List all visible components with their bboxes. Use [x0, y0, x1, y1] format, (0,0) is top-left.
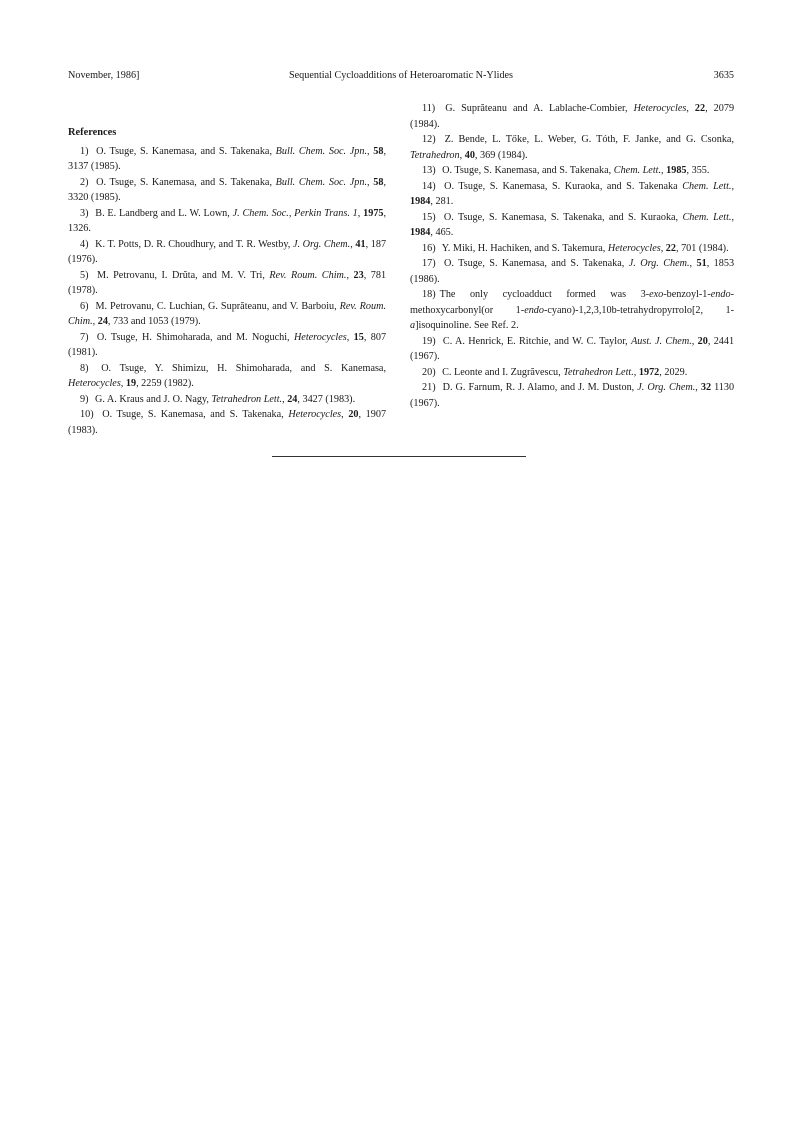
reference-volume: 1972 — [638, 366, 660, 378]
reference-volume: 1984 — [410, 227, 431, 238]
reference-journal: Rev. Roum. Chim. — [68, 300, 386, 327]
reference-volume: 22 — [665, 242, 676, 254]
reference-journal: Heterocycles — [607, 242, 661, 254]
reference-punctuation: , — [350, 238, 353, 250]
reference-volume: 51 — [696, 258, 707, 269]
reference-punctuation: , — [661, 165, 664, 176]
reference-authors: O. Tsuge, H. Shimoharada, and M. Noguchi, — [96, 331, 290, 343]
reference-volume: 24 — [97, 316, 108, 327]
reference-journal: Heterocycles — [293, 331, 347, 343]
reference-volume: 40 — [464, 149, 475, 161]
reference-item — [410, 334, 734, 365]
reference-pages-year: 281. — [435, 196, 454, 207]
reference-item — [68, 175, 386, 206]
reference-volume: 24 — [287, 393, 298, 405]
reference-volume: 1984 — [410, 196, 431, 207]
reference-authors: O. Tsuge, S. Kanemasa, S. Takenaka, and S. Kuraoka, — [443, 211, 679, 223]
reference-pages-year: 3427 (1983). — [302, 393, 356, 405]
references-heading: References — [68, 127, 117, 138]
reference-pages-year: 355. — [691, 165, 710, 176]
reference-number: 5) — [80, 269, 89, 281]
reference-number: 2) — [80, 176, 89, 188]
reference-item — [410, 179, 734, 210]
reference-item — [68, 206, 386, 237]
reference-punctuation: , — [430, 196, 433, 207]
reference-item — [410, 365, 734, 381]
reference-item — [68, 237, 386, 268]
reference-authors: Z. Bende, L. Tőke, L. Weber, G. Tóth, F. Janke, and G. Csonka, — [444, 134, 735, 145]
reference-pages-year: 2259 (1982). — [141, 378, 194, 389]
reference-punctuation: , — [689, 258, 693, 269]
header-title: Sequential Cycloadditions of Heteroaromatic N-Ylides — [288, 70, 514, 81]
running-head — [68, 70, 734, 84]
reference-authors: C. A. Henrick, E. Ritchie, and W. C. Taylor, — [442, 335, 628, 347]
reference-number: 16) — [422, 242, 436, 254]
reference-volume: 20 — [348, 409, 359, 420]
reference-number: 10) — [80, 409, 94, 420]
reference-volume: 1975 — [363, 207, 384, 219]
reference-pages-year: 187 (1976). — [68, 238, 387, 265]
reference-pages-year: 1326. — [68, 223, 91, 234]
reference-pages-year: 2029. — [664, 366, 688, 378]
reference-number: 12) — [422, 134, 436, 145]
reference-number: 13) — [422, 165, 436, 176]
reference-punctuation: , — [346, 269, 349, 281]
reference-punctuation: , — [459, 149, 463, 161]
reference-journal: Chem. Lett. — [613, 165, 662, 176]
reference-number: 3) — [80, 207, 89, 219]
reference-pages-year: 701 (1984). — [681, 242, 729, 254]
reference-item — [68, 392, 386, 408]
reference-item — [410, 163, 734, 179]
reference-punctuation: , — [357, 207, 361, 219]
reference-authors: G. A. Kraus and J. O. Nagy, — [95, 393, 209, 405]
reference-journal: J. Org. Chem. — [628, 258, 690, 269]
reference-pages-year: 733 and 1053 (1979). — [113, 316, 201, 327]
reference-punctuation: , — [367, 145, 370, 157]
reference-number: 7) — [80, 331, 89, 343]
reference-punctuation: , — [92, 316, 96, 327]
reference-number: 19) — [422, 335, 436, 347]
reference-punctuation: , — [686, 103, 689, 114]
reference-journal: Tetrahedron — [410, 149, 460, 161]
reference-authors: O. Tsuge, Y. Shimizu, H. Shimoharada, and S. Kanemasa, — [101, 362, 386, 374]
reference-item — [68, 361, 386, 392]
reference-pages-year: 3320 (1985). — [68, 192, 121, 203]
right-column — [410, 101, 734, 411]
reference-journal: Aust. J. Chem. — [631, 335, 692, 347]
reference-volume: 23 — [353, 269, 364, 281]
reference-journal: Chem. Lett. — [682, 211, 732, 223]
reference-item — [68, 268, 386, 299]
reference-number: 14) — [422, 180, 436, 192]
reference-journal: Heterocycles — [68, 378, 121, 389]
reference-number: 17) — [422, 258, 436, 269]
reference-journal: J. Chem. Soc., Perkin Trans. 1 — [232, 207, 358, 219]
reference-authors: O. Tsuge, S. Kanemasa, S. Kuraoka, and S. Takenaka — [444, 180, 678, 192]
reference-pages-year: 465. — [435, 227, 454, 238]
reference-punctuation: , — [341, 409, 344, 420]
reference-pages-year: 2441 (1967). — [410, 335, 735, 362]
reference-journal: Bull. Chem. Soc. Jpn. — [275, 145, 368, 157]
reference-journal: Heterocycles — [288, 409, 342, 420]
reference-punctuation: , — [367, 176, 370, 188]
reference-item — [68, 407, 386, 438]
reference-journal: Chem. Lett. — [682, 180, 732, 192]
reference-punctuation: , — [120, 378, 124, 389]
reference-authors: O. Tsuge, S. Kanemasa, and S. Takenaka, — [96, 176, 272, 188]
reference-item — [410, 132, 734, 163]
reference-punctuation: , — [383, 207, 387, 219]
reference-punctuation: , — [675, 242, 679, 254]
reference-volume: 58 — [373, 176, 384, 188]
reference-item — [68, 330, 386, 361]
reference-item — [410, 101, 734, 132]
reference-number: 1) — [80, 145, 89, 157]
reference-punctuation: , — [363, 269, 367, 281]
header-date: November, 1986] — [68, 70, 140, 81]
reference-item — [410, 210, 734, 241]
reference-punctuation: , — [731, 180, 735, 192]
reference-journal: Tetrahedron Lett. — [563, 366, 634, 378]
reference-number: 20) — [422, 366, 436, 378]
reference-pages-year: 2079 (1984). — [410, 103, 735, 130]
reference-punctuation: , — [365, 238, 369, 250]
reference-punctuation: , — [633, 366, 637, 378]
reference-authors: K. T. Potts, D. R. Choudhury, and T. R. Westby, — [95, 238, 291, 250]
reference-punctuation: , — [430, 227, 433, 238]
reference-number: 4) — [80, 238, 89, 250]
reference-number: 8) — [80, 362, 89, 374]
reference-journal: Rev. Roum. Chim. — [269, 269, 347, 281]
reference-journal: J. Org. Chem. — [292, 238, 351, 250]
reference-punctuation: , — [686, 165, 690, 176]
reference-punctuation: , — [474, 149, 478, 161]
reference-punctuation: , — [282, 393, 285, 405]
reference-pages-year: 1907 (1983). — [68, 409, 387, 436]
reference-18: 18) The only cycloadduct formed was 3-exo-benzoyl-1-endo-methoxycarbonyl(or 1-endo-cyano)-1,2,3,10b-tetrahydropyrrolo[2, 1-a]isoquinoline. See Ref. 2. — [410, 289, 734, 331]
reference-authors: O. Tsuge, S. Kanemasa, and S. Takenaka, — [96, 145, 272, 157]
reference-authors: Y. Miki, H. Hachiken, and S. Takemura, — [441, 242, 606, 254]
reference-punctuation: , — [660, 242, 664, 254]
reference-volume: 41 — [355, 238, 366, 250]
reference-punctuation: , — [346, 331, 350, 343]
reference-punctuation: , — [107, 316, 111, 327]
left-column — [68, 125, 386, 438]
reference-punctuation: , — [358, 409, 362, 420]
reference-authors: B. E. Landberg and L. W. Lown, — [95, 207, 230, 219]
reference-volume: 32 — [700, 382, 712, 393]
reference-item — [68, 144, 386, 175]
reference-pages-year: 807 (1981). — [68, 331, 387, 358]
reference-item — [410, 256, 734, 287]
reference-number: 6) — [80, 300, 89, 312]
reference-pages-year: 1853 (1986). — [410, 258, 735, 285]
reference-volume: 19 — [125, 378, 137, 389]
reference-authors: O. Tsuge, S. Kanemasa, and S. Takenaka, — [102, 409, 284, 420]
reference-authors: D. G. Farnum, R. J. Alamo, and J. M. Duston, — [442, 382, 635, 393]
reference-punctuation: , — [706, 258, 710, 269]
reference-pages-year: 369 (1984). — [480, 149, 528, 161]
reference-journal: J. Org. Chem. — [637, 382, 696, 393]
reference-journal: Tetrahedron Lett. — [211, 393, 283, 405]
reference-item — [410, 380, 734, 411]
reference-journal: Heterocycles — [633, 103, 687, 114]
reference-authors: M. Petrovanu, I. Drŭta, and M. V. Tri, — [97, 269, 265, 281]
reference-pages-year: 3137 (1985). — [68, 161, 121, 172]
reference-punctuation: , — [297, 393, 300, 405]
reference-punctuation: , — [383, 145, 386, 157]
reference-volume: 20 — [697, 335, 708, 347]
reference-authors: O. Tsuge, S. Kanemasa, and S. Takenaka, — [444, 258, 625, 269]
reference-authors: C. Leonte and I. Zugrăvescu, — [442, 366, 561, 378]
reference-volume: 15 — [353, 331, 364, 343]
reference-authors: G. Suprăteanu and A. Lablache-Combier, — [445, 103, 628, 114]
reference-authors: M. Petrovanu, C. Luchian, G. Suprăteanu, and V. Barboiu, — [95, 300, 337, 312]
reference-punctuation: , — [707, 335, 711, 347]
reference-punctuation: , — [705, 103, 708, 114]
reference-item — [68, 299, 386, 330]
reference-number: 21) — [422, 382, 436, 393]
reference-number: 11) — [422, 103, 436, 114]
reference-volume: 58 — [373, 145, 384, 157]
reference-punctuation: , — [659, 366, 662, 378]
reference-volume: 1985 — [666, 165, 687, 176]
reference-punctuation: , — [383, 176, 386, 188]
reference-punctuation: , — [691, 335, 695, 347]
reference-pages-year: 1130 (1967). — [410, 382, 735, 409]
reference-volume: 22 — [694, 103, 706, 114]
reference-punctuation: , — [136, 378, 139, 389]
page-number: 3635 — [713, 70, 734, 81]
reference-punctuation: , — [363, 331, 367, 343]
end-rule — [272, 456, 526, 457]
reference-punctuation: , — [695, 382, 698, 393]
reference-number: 9) — [80, 393, 89, 405]
reference-number: 15) — [422, 211, 436, 223]
reference-punctuation: , — [731, 211, 735, 223]
reference-journal: Bull. Chem. Soc. Jpn. — [275, 176, 368, 188]
reference-authors: O. Tsuge, S. Kanemasa, and S. Takenaka, — [442, 165, 612, 176]
reference-pages-year: 781 (1978). — [68, 269, 387, 296]
reference-item — [410, 241, 734, 257]
